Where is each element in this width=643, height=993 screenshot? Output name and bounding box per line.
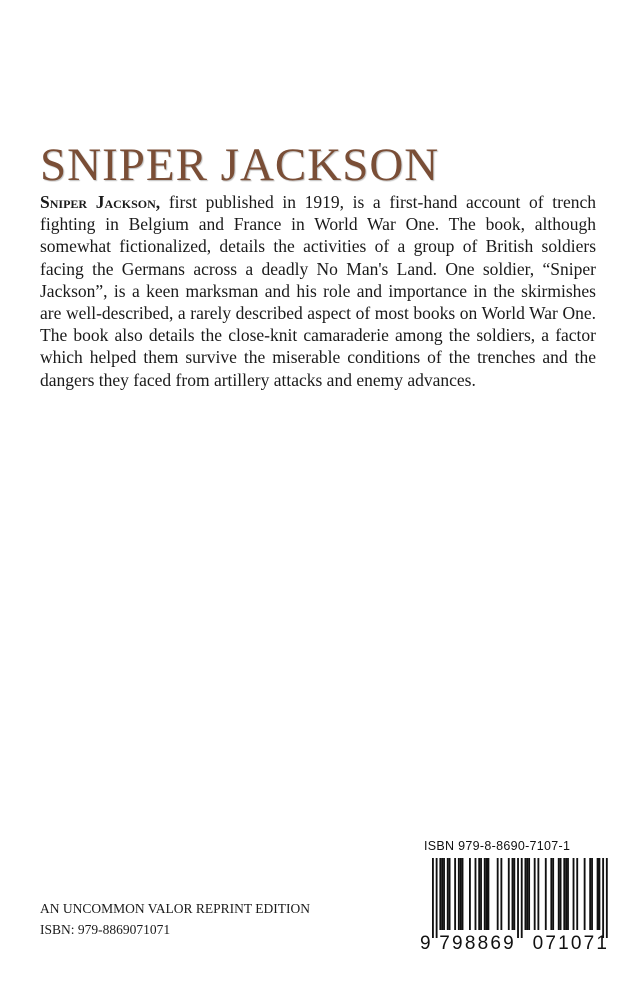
barcode-first-digit: 9 bbox=[420, 933, 431, 954]
barcode-bar bbox=[443, 858, 445, 930]
barcode-bar bbox=[599, 858, 601, 930]
barcode-bar bbox=[558, 858, 560, 930]
barcode-bar bbox=[454, 858, 456, 930]
barcode-bar bbox=[602, 858, 604, 938]
barcode-bar bbox=[563, 858, 565, 930]
barcode-bar bbox=[576, 858, 578, 930]
barcode-digits bbox=[420, 933, 615, 955]
barcode-bar bbox=[475, 858, 477, 930]
barcode-isbn-label: ISBN 979-8-8690-7107-1 bbox=[424, 839, 571, 853]
barcode-bar bbox=[497, 858, 499, 930]
barcode-left-digits: 798869 bbox=[439, 933, 516, 954]
barcode-bar bbox=[560, 858, 562, 930]
barcode-bar bbox=[486, 858, 488, 930]
barcode-bar bbox=[589, 858, 591, 930]
barcode-bar bbox=[525, 858, 527, 930]
book-title: SNIPER JACKSON bbox=[40, 139, 440, 191]
barcode-bar bbox=[447, 858, 449, 930]
barcode-icon bbox=[418, 858, 610, 938]
edition-label: AN UNCOMMON VALOR REPRINT EDITION bbox=[40, 901, 311, 916]
barcode-bar bbox=[432, 858, 434, 938]
barcode-bar bbox=[597, 858, 599, 930]
barcode-bar bbox=[512, 858, 514, 930]
barcode-bar bbox=[573, 858, 575, 930]
barcode-bar bbox=[449, 858, 451, 930]
barcode-bar bbox=[591, 858, 593, 930]
barcode-bar bbox=[478, 858, 480, 930]
barcode-bar bbox=[488, 858, 490, 930]
barcode-bar bbox=[534, 858, 536, 930]
barcode-bar bbox=[500, 858, 502, 930]
barcode-bar bbox=[441, 858, 443, 930]
isbn-text: ISBN: 979-8869071071 bbox=[40, 922, 171, 937]
barcode-bar bbox=[545, 858, 547, 930]
barcode-bar bbox=[436, 858, 438, 938]
barcode-bar bbox=[513, 858, 515, 930]
barcode-bar bbox=[508, 858, 510, 930]
barcode-block bbox=[418, 836, 610, 962]
barcode-bar bbox=[521, 858, 523, 938]
barcode-bar bbox=[606, 858, 608, 938]
barcode-bar bbox=[550, 858, 552, 930]
barcode-right-digits: 071071 bbox=[532, 933, 610, 954]
barcode-bar bbox=[458, 858, 460, 930]
barcode-bar bbox=[439, 858, 441, 930]
description-body: first published in 1919, is a first-hand account of trench fighting in Belgium and France in World War One. The book, although somewhat fictionalized, details the activities of a group of British soldiers facing the Germans across a deadly No Man's Land. One soldier, “Sniper Jackson”, is a keen marksman and his role and importance in the skirmishes are well-described, a rarely described aspect of most books on World War One. The book also details the close-knit camaraderie among the soldiers, a factor which helped them survive the miserable conditions of the trenches and the dangers they faced from artillery attacks and enemy advances. bbox=[40, 192, 596, 390]
barcode-bar bbox=[469, 858, 471, 930]
barcode-bar bbox=[480, 858, 482, 930]
barcode-bar bbox=[584, 858, 586, 930]
book-description bbox=[40, 191, 596, 391]
barcode-bar bbox=[567, 858, 569, 930]
barcode-bar bbox=[462, 858, 464, 930]
barcode-bar bbox=[526, 858, 528, 930]
barcode-bar bbox=[552, 858, 554, 930]
barcode-bar bbox=[460, 858, 462, 930]
barcode-bar bbox=[528, 858, 530, 930]
barcode-bar bbox=[537, 858, 539, 930]
barcode-bar bbox=[517, 858, 519, 938]
barcode-bar bbox=[565, 858, 567, 930]
description-lead: Sniper Jackson, bbox=[40, 192, 161, 212]
barcode-bar bbox=[484, 858, 486, 930]
